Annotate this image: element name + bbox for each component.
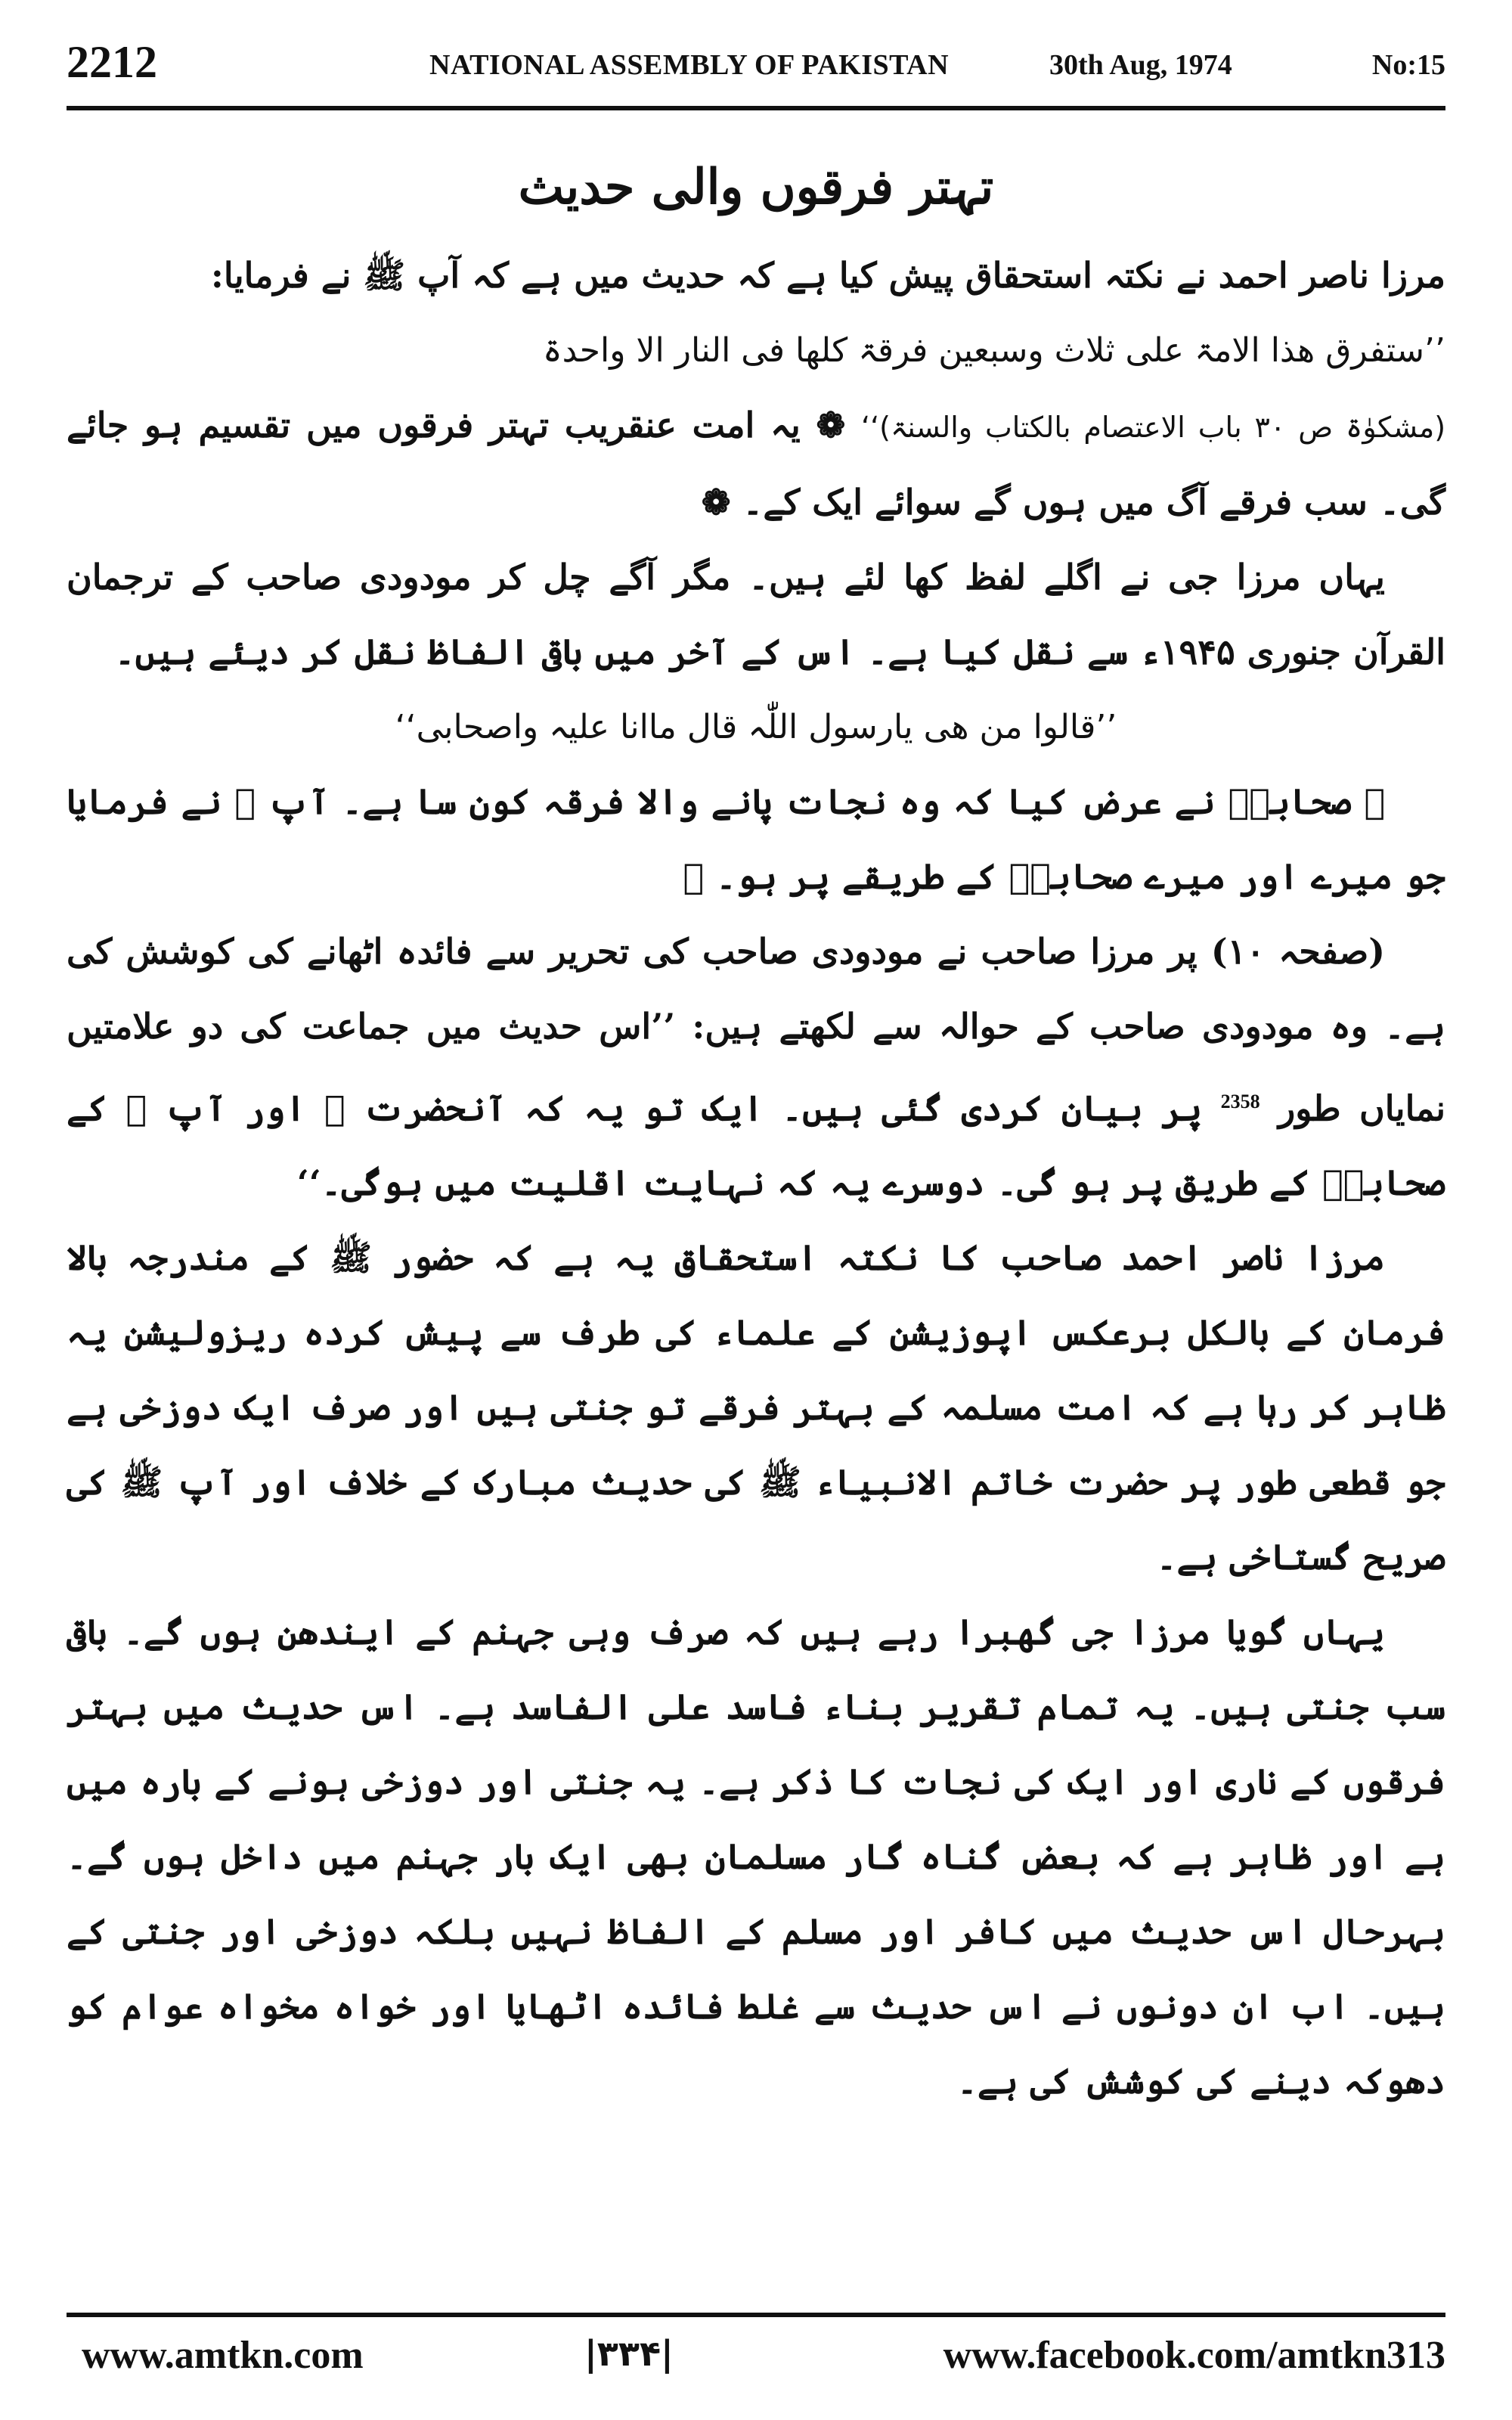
paragraph-privilege: مرزا ناصر احمد صاحب کا نکتہ استحقاق یہ ہے کہ حضور ﷺ کے مندرجہ بالا فرمان کے بالکل برعکس اپوزیشن کے علماء کی طرف سے پیش کردہ ریزولیشن یہ ظاہر کر رہا ہے کہ امت مسلمہ کے بہتر فرقے تو جنتی ہیں اور صرف ایک دوزخی ہے جو قطعی طور پر حضرت خاتم الانبیاء ﷺ کی حدیث مبارک کے خلاف اور آپ ﷺ کی صریح گستاخی ہے۔ [67, 1237, 1445, 1578]
hadith-reference: (مشکوٰۃ ص ۳۰ باب الاعتصام بالکتاب والسنۃ)‘‘ [861, 411, 1446, 444]
paragraph-page-ten-text: (صفحہ ۱۰) پر مرزا صاحب نے مودودی صاحب کی تحریر سے فائدہ اٹھانے کی کوشش کی ہے۔ وہ مودودی صاحب کے حوالہ سے لکھتے ہیں: ’’اس حدیث میں جماعت کی دو علامتیں نمایاں طور [67, 931, 1446, 1129]
header-divider [67, 106, 1445, 110]
paragraph-intro: مرزا ناصر احمد نے نکتہ استحقاق پیش کیا ہے کہ حدیث میں ہے کہ آپ ﷺ نے فرمایا: [210, 255, 1445, 296]
section-heading: تہتر فرقوں والی حدیث [518, 159, 994, 216]
header-issue: No:15 [1371, 49, 1445, 81]
paragraph-page-ten [67, 914, 1445, 1221]
document-body [67, 144, 1445, 2269]
paragraph-mirza-quote: یہاں مرزا جی نے اگلے لفظ کھا لئے ہیں۔ مگر آگے چل کر مودودی صاحب کے ترجمان القرآن جنوری ۱۹۴۵ء سے نقل کیا ہے۔ اس کے آخر میں باقی الفاظ نقل کر دیئے ہیں۔ [67, 557, 1445, 672]
ornament-icon: ❁ [816, 405, 846, 445]
header-date: 30th Aug, 1974 [1049, 49, 1232, 81]
companions-translation: صحابہؓ نے عرض کیا کہ وہ نجات پانے والا فرقہ کون سا ہے۔ آپ ﷺ نے فرمایا جو میرے اور میرے صحابہؓ کے طریقے پر ہو۔ [67, 781, 1445, 897]
ornament-icon: ❁ [683, 856, 705, 897]
hadith-translation: یہ امت عنقریب تہتر فرقوں میں تقسیم ہو جائے گی۔ سب فرقے آگ میں ہوں گے سوائے ایک کے۔ [67, 405, 1445, 523]
footer-divider [67, 2313, 1445, 2317]
ornament-icon: ❁ [701, 482, 731, 523]
ornament-icon: ❁ [1364, 781, 1385, 822]
page-header [67, 30, 1445, 91]
page-footer [67, 2333, 1445, 2386]
footnote-marker: 2358 [1220, 1091, 1260, 1112]
footer-page-label: |۳۳۴| [584, 2333, 674, 2374]
paragraph-conclusion: یہاں گویا مرزا جی گھبرا رہے ہیں کہ صرف وہی جہنم کے ایندھن ہوں گے۔ باقی سب جنتی ہیں۔ یہ تمام تقریر بناء فاسد علی الفاسد ہے۔ اس حدیث میں بہتر فرقوں کے ناری اور ایک کی نجات کا ذکر ہے۔ یہ جنتی اور دوزخی ہونے کے بارہ میں ہے اور ظاہر ہے کہ بعض گناہ گار مسلمان بھی ایک بار جہنم میں داخل ہوں گے۔ بہرحال اس حدیث میں کافر اور مسلم کے الفاظ نہیں بلکہ دوزخی اور جنتی کے ہیں۔ اب ان دونوں نے اس حدیث سے غلط فائدہ اٹھایا اور خواہ مخواہ عوام کو دھوکہ دینے کی کوشش کی ہے۔ [67, 1612, 1445, 2102]
page-number: 2212 [67, 37, 157, 87]
hadith-arabic: ’’ستفرق ھذا الامۃ علی ثلاث وسبعین فرقۃ کلھا فی النار الا واحدۃ [542, 331, 1445, 370]
paragraph-page-ten-cont: پر بیان کردی گئی ہیں۔ ایک تو یہ کہ آنحضرت ﷺ اور آپ ﷺ کے صحابہؓ کے طریق پر ہو گی۔ دوسرے یہ کہ نہایت اقلیت میں ہوگی۔‘‘ [67, 1087, 1445, 1204]
hadith-translation-block [67, 388, 1445, 540]
footer-website-link[interactable]: www.amtkn.com [82, 2334, 364, 2377]
hadith-arabic-2: ’’قالوا من ھی یارسول اللّٰہ قال ماانا علیہ واصحابی‘‘ [395, 708, 1117, 746]
companions-translation-block [67, 765, 1445, 914]
header-title: NATIONAL ASSEMBLY OF PAKISTAN [429, 49, 950, 81]
footer-facebook-link[interactable]: www.facebook.com/amtkn313 [943, 2334, 1445, 2377]
